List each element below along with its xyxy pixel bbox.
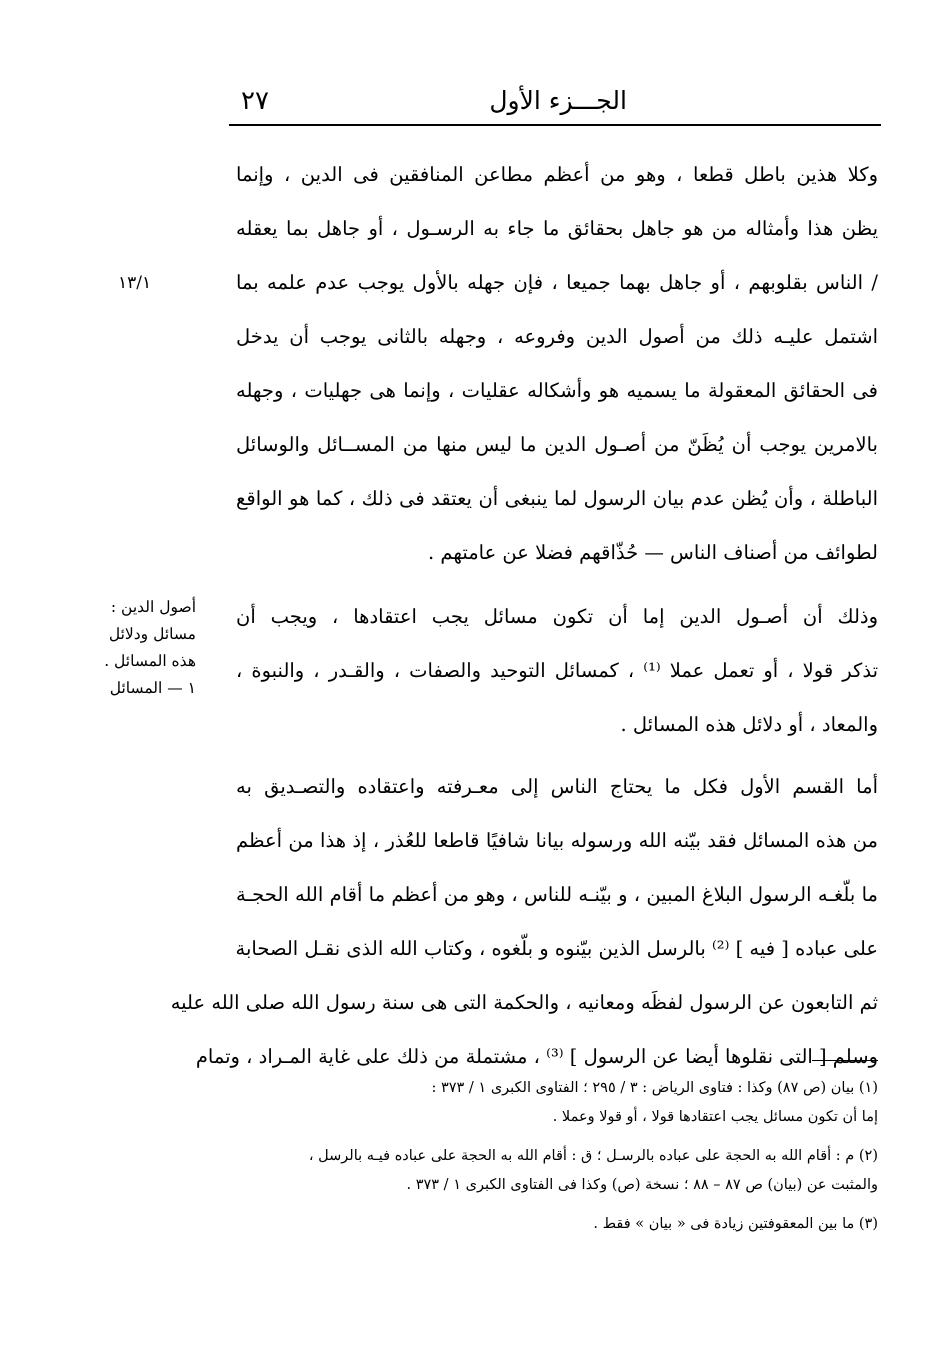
paragraph bbox=[170, 760, 878, 1084]
text-line: اشتمل عليـه ذلك من أصول الدين وفروعه ، وجهله بالثانى يوجب أن يدخل bbox=[236, 325, 878, 348]
footnote bbox=[236, 1074, 878, 1132]
footnote bbox=[236, 1210, 878, 1239]
text-line: فى الحقائق المعقولة ما يسميه هو وأشكاله عقليات ، وإنما هى جهليات ، وجهله bbox=[236, 379, 878, 402]
margin-topic-note bbox=[96, 594, 196, 702]
footnote-line: (١) بيان (ص ٨٧) وكذا : فتاوى الرياض : ٣ / ٢٩٥ ؛ الفتاوى الكبرى ١ / ٣٧٣ : bbox=[431, 1080, 878, 1096]
text-line: الباطلة ، وأن يُظن عدم بيان الرسول لما ينبغى أن يعتقد فى ذلك ، كما هو الواقع bbox=[236, 487, 878, 510]
paragraph bbox=[236, 148, 878, 580]
margin-topic-line: أصول الدين : bbox=[110, 598, 196, 616]
margin-page-reference: ١٣/١ bbox=[118, 273, 152, 293]
footnote-line: والمثبت عن (بيان) ص ٨٧ – ٨٨ ؛ نسخة (ص) وكذا فى الفتاوى الكبرى ١ / ٣٧٣ . bbox=[406, 1177, 878, 1193]
page-header bbox=[229, 80, 881, 126]
text-line: وكلا هذين باطل قطعا ، وهو من أعظم مطاعن المنافقين فى الدين ، وإنما bbox=[236, 163, 878, 186]
margin-topic-line: ١ — المسائل bbox=[109, 679, 196, 697]
footnote-divider bbox=[812, 1060, 878, 1061]
page-number: ٢٧ bbox=[241, 86, 269, 116]
margin-topic-line: مسائل ودلائل bbox=[108, 625, 196, 643]
text-line: على عباده [ فيه ] ⁽²⁾ بالرسل الذين بيّنوه و بلّغوه ، وكتاب الله الذى نقـل الصحابة bbox=[235, 937, 878, 960]
text-line: / الناس بقلوبهم ، أو جاهل بهما جميعا ، فإن جهله بالأول يوجب عدم علمه بما bbox=[236, 271, 878, 294]
footnote-line: (٢) م : أقام الله به الحجة على عباده بالرسـل ؛ ق : أقام الله به الحجة على عباده فيـه بالرسل ، bbox=[308, 1148, 878, 1164]
main-text bbox=[170, 148, 878, 1084]
text-line: وسلم [ التى نقلوها أيضا عن الرسول ] ⁽³⁾ ، مشتملة من ذلك على غاية المـراد ، وتمام bbox=[195, 1045, 878, 1068]
margin-topic-line: هذه المسائل . bbox=[104, 652, 196, 670]
text-line: بالامرين يوجب أن يُظَنّ من أصـول الدين ما ليس منها من المســائل والوسائل bbox=[236, 433, 878, 456]
footnote bbox=[236, 1142, 878, 1200]
footnotes bbox=[236, 1074, 878, 1249]
paragraph bbox=[236, 590, 878, 752]
text-line: ما بلّغـه الرسول البلاغ المبين ، و بيّنـه للناس ، وهو من أعظم ما أقام الله الحجـة bbox=[236, 883, 878, 906]
text-line: والمعاد ، أو دلائل هذه المسائل . bbox=[620, 713, 878, 736]
text-line: من هذه المسائل فقد بيّنه الله ورسوله بيانا شافيًا قاطعا للعُذر ، إذ هذا من أعظم bbox=[236, 829, 878, 852]
text-line: وذلك أن أصـول الدين إما أن تكون مسائل يجب اعتقادها ، ويجب أن bbox=[236, 605, 878, 628]
text-line: تذكر قولا ، أو تعمل عملا ⁽¹⁾ ، كمسائل التوحيد والصفات ، والقـدر ، والنبوة ، bbox=[236, 659, 878, 682]
text-line: أما القسم الأول فكل ما يحتاج الناس إلى معـرفته واعتقاده والتصـديق به bbox=[236, 775, 878, 798]
running-head: الجـــزء الأول bbox=[489, 86, 627, 115]
text-line: يظن هذا وأمثاله من هو جاهل بحقائق ما جاء به الرسـول ، أو جاهل بما يعقله bbox=[236, 217, 878, 240]
text-line: لطوائف من أصناف الناس — حُذّاقهم فضلا عن عامتهم . bbox=[427, 541, 878, 564]
text-line: ثم التابعون عن الرسول لفظَه ومعانيه ، والحكمة التى هى سنة رسول الله صلى الله عليه bbox=[170, 991, 878, 1014]
footnote-line: (٣) ما بين المعقوفتين زيادة فى « بيان » فقط . bbox=[593, 1216, 878, 1232]
footnote-line: إما أن تكون مسائل يجب اعتقادها قولا ، أو قولا وعملا . bbox=[552, 1109, 878, 1125]
